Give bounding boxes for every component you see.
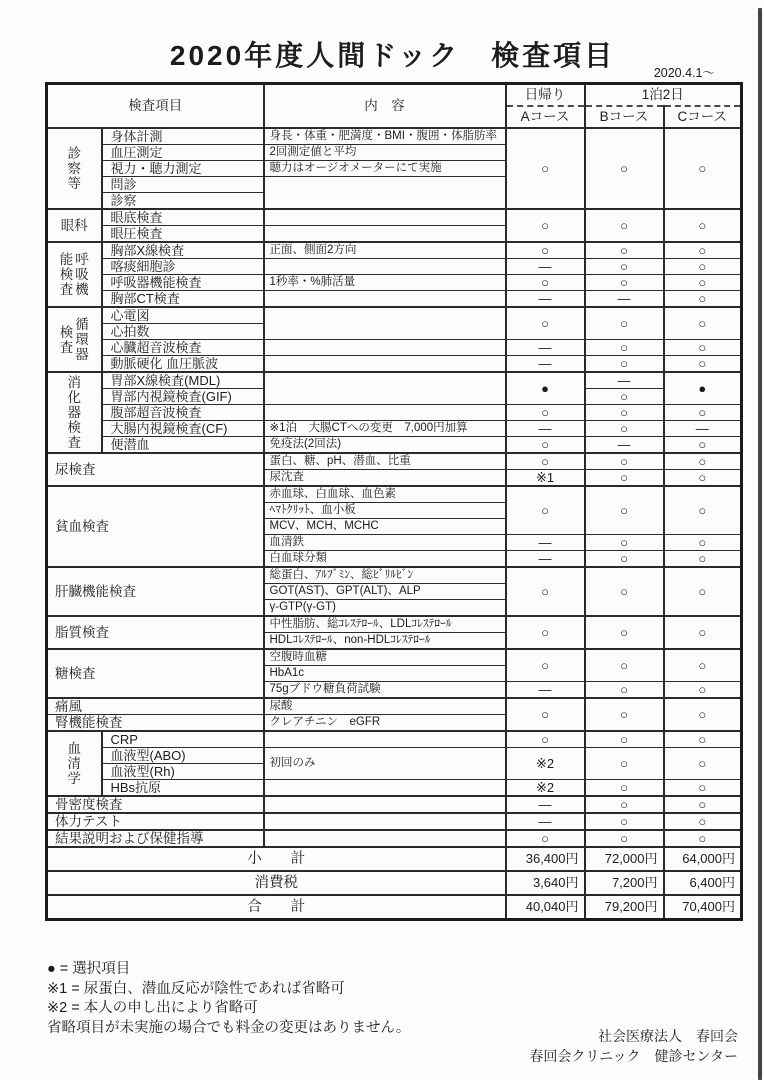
table-row [47, 813, 742, 830]
course-mark-b: ○ [585, 453, 664, 470]
footnote-3: 省略項目が未実施の場合でも料金の変更はありません。 [47, 1019, 411, 1036]
exam-content: HbA1c [264, 666, 506, 682]
exam-content: 身長・体重・肥満度・BMI・腹囲・体脂肪率 [264, 128, 506, 145]
course-mark-a: ○ [506, 209, 585, 242]
exam-item-label: 便潜血 [102, 437, 264, 454]
exam-content: HDLｺﾚｽﾃﾛｰﾙ、non-HDLｺﾚｽﾃﾛｰﾙ [264, 633, 506, 650]
exam-content [264, 796, 506, 813]
exam-item-label: 胃部X線検査(MDL) [102, 372, 264, 389]
course-mark-b: ○ [585, 535, 664, 551]
exam-content: 尿沈査 [264, 470, 506, 487]
table-row [47, 847, 742, 871]
course-mark-c: ○ [664, 453, 742, 470]
course-mark-b: ○ [585, 486, 664, 535]
column-header-course-c: Cコース [664, 106, 742, 128]
course-mark-c: ○ [664, 486, 742, 535]
column-header-exam-item: 検査項目 [47, 84, 264, 129]
table-row [47, 698, 742, 715]
table-row [47, 291, 742, 308]
course-mark-b: ○ [585, 470, 664, 487]
course-mark-b: ○ [585, 813, 664, 830]
course-mark-a: — [506, 551, 585, 568]
table-row [47, 780, 742, 797]
total-amount-a: 40,040円 [506, 895, 585, 920]
exam-item-label: 血液型(Rh) [102, 764, 264, 780]
course-mark-c: ○ [664, 813, 742, 830]
exam-content: MCV、MCH、MCHC [264, 519, 506, 535]
header-row-1 [47, 84, 742, 107]
course-mark-b: ○ [585, 128, 664, 209]
course-mark-b: ○ [585, 275, 664, 291]
exam-content [264, 830, 506, 847]
course-mark-c: ○ [664, 209, 742, 242]
course-mark-a: ○ [506, 453, 585, 470]
course-mark-a: — [506, 340, 585, 356]
exam-content [264, 780, 506, 797]
course-mark-b: ○ [585, 405, 664, 421]
exam-item-label: 動脈硬化 血圧脈波 [102, 356, 264, 373]
group-label: 眼科 [47, 209, 102, 242]
course-mark-b: ○ [585, 567, 664, 616]
exam-content: 赤血球、白血球、血色素 [264, 486, 506, 503]
course-mark-b: ○ [585, 421, 664, 437]
category-label: 痛風 [47, 698, 264, 715]
course-mark-a: ○ [506, 698, 585, 731]
exam-content: 初回のみ [264, 748, 506, 780]
course-mark-c: ○ [664, 128, 742, 209]
course-mark-b: ○ [585, 340, 664, 356]
course-mark-a: ○ [506, 731, 585, 748]
org-clinic-name: 春回会クリニック 健診センター [529, 1048, 738, 1064]
course-mark-a: ○ [506, 830, 585, 847]
exam-content: 空腹時血糖 [264, 649, 506, 666]
course-mark-b: — [585, 291, 664, 308]
course-mark-c: ○ [664, 796, 742, 813]
category-label: 尿検査 [47, 453, 264, 486]
exam-item-label: 胸部CT検査 [102, 291, 264, 308]
course-mark-c: ○ [664, 291, 742, 308]
exam-item-label: 心電図 [102, 307, 264, 324]
column-header-day-trip: 日帰り [506, 84, 585, 107]
exam-item-label: 大腸内視鏡検査(CF) [102, 421, 264, 437]
table-row [47, 259, 742, 275]
course-mark-c: ○ [664, 731, 742, 748]
scan-edge-artifact [758, 8, 762, 1080]
exam-content: 蛋白、糖、pH、潜血、比重 [264, 453, 506, 470]
course-mark-a: ○ [506, 616, 585, 649]
course-mark-c: ○ [664, 551, 742, 568]
column-header-overnight: 1泊2日 [585, 84, 742, 107]
course-mark-c: ○ [664, 259, 742, 275]
course-mark-b: ○ [585, 698, 664, 731]
course-mark-a: — [506, 291, 585, 308]
course-mark-a: ○ [506, 242, 585, 259]
course-mark-b: ○ [585, 259, 664, 275]
course-mark-c: ○ [664, 437, 742, 454]
course-mark-c: ○ [664, 405, 742, 421]
table-row [47, 748, 742, 764]
table-row [47, 372, 742, 389]
exam-content [264, 340, 506, 356]
group-label: 血 清 学 [47, 731, 102, 796]
exam-item-label: 眼圧検査 [102, 226, 264, 243]
course-mark-a: ※2 [506, 748, 585, 780]
total-amount-b: 79,200円 [585, 895, 664, 920]
category-label: 糖検査 [47, 649, 264, 698]
course-mark-b: ○ [585, 830, 664, 847]
course-mark-a: ○ [506, 649, 585, 682]
exam-content [264, 209, 506, 226]
category-label: 腎機能検査 [47, 715, 264, 732]
table-row [47, 731, 742, 748]
course-mark-b: ○ [585, 748, 664, 780]
course-mark-c: ○ [664, 830, 742, 847]
exam-content: 正面、側面2方向 [264, 242, 506, 259]
course-mark-a: — [506, 356, 585, 373]
exam-content: 1秒率・%肺活量 [264, 275, 506, 291]
course-mark-c: ○ [664, 616, 742, 649]
exam-item-label: HBs抗原 [102, 780, 264, 797]
course-mark-a: — [506, 259, 585, 275]
table-row [47, 242, 742, 259]
course-mark-c: ○ [664, 307, 742, 340]
exam-content: 聴力はオージオメーターにて実施 [264, 161, 506, 177]
exam-content: GOT(AST)、GPT(ALT)、ALP [264, 584, 506, 600]
column-header-content: 内 容 [264, 84, 506, 129]
table-row [47, 437, 742, 454]
legend-selected-item: ● = 選択項目 [47, 961, 131, 977]
exam-item-label: 視力・聴力測定 [102, 161, 264, 177]
exam-content: クレアチニン eGFR [264, 715, 506, 732]
exam-item-label: 心拍数 [102, 324, 264, 340]
course-mark-a: ※1 [506, 470, 585, 487]
course-mark-b: ○ [585, 682, 664, 699]
group-label: 呼 吸 機 能 検 査 [47, 242, 102, 307]
course-mark-a: ○ [506, 405, 585, 421]
course-mark-b: ○ [585, 389, 664, 405]
exam-table-body [47, 128, 742, 920]
table-row [47, 567, 742, 584]
course-mark-c: ○ [664, 649, 742, 682]
table-row [47, 830, 742, 847]
course-mark-a: ○ [506, 567, 585, 616]
table-row [47, 307, 742, 324]
exam-item-label: 腹部超音波検査 [102, 405, 264, 421]
footnote-2: ※2 = 本人の申し出により省略可 [47, 1000, 258, 1016]
exam-content [264, 731, 506, 748]
exam-item-label: 喀痰細胞診 [102, 259, 264, 275]
table-row [47, 453, 742, 470]
table-row [47, 405, 742, 421]
exam-item-label: 血液型(ABO) [102, 748, 264, 764]
org-name: 社会医療法人 春回会 [598, 1028, 738, 1044]
category-label: 体力テスト [47, 813, 264, 830]
course-mark-b: ○ [585, 307, 664, 340]
exam-content: 血清鉄 [264, 535, 506, 551]
total-amount-b: 72,000円 [585, 847, 664, 871]
exam-content [264, 177, 506, 210]
course-mark-b: ○ [585, 209, 664, 242]
course-mark-a: — [506, 421, 585, 437]
total-amount-c: 64,000円 [664, 847, 742, 871]
course-mark-a: ○ [506, 437, 585, 454]
course-mark-a: ● [506, 372, 585, 405]
course-mark-b: ○ [585, 731, 664, 748]
course-mark-c: ● [664, 372, 742, 405]
exam-content: 総蛋白、ｱﾙﾌﾞﾐﾝ、総ﾋﾞﾘﾙﾋﾞﾝ [264, 567, 506, 584]
exam-content: 白血球分類 [264, 551, 506, 568]
course-mark-b: ○ [585, 649, 664, 682]
course-mark-a: — [506, 535, 585, 551]
exam-content [264, 405, 506, 421]
table-row [47, 796, 742, 813]
course-mark-a: ○ [506, 486, 585, 535]
course-mark-a: ○ [506, 307, 585, 340]
exam-content: γ-GTP(γ-GT) [264, 600, 506, 617]
exam-item-label: 胸部X線検査 [102, 242, 264, 259]
table-row [47, 616, 742, 633]
exam-item-label: 身体計測 [102, 128, 264, 145]
exam-content [264, 356, 506, 373]
course-mark-c: ○ [664, 340, 742, 356]
course-mark-a: — [506, 682, 585, 699]
course-mark-a: ○ [506, 128, 585, 209]
course-mark-b: ○ [585, 780, 664, 797]
course-mark-b: — [585, 372, 664, 389]
table-row [47, 871, 742, 895]
column-header-course-a: Aコース [506, 106, 585, 128]
page-title: 2020年度人間ドック 検査項目 [169, 40, 616, 71]
category-label: 結果説明および保健指導 [47, 830, 264, 847]
exam-content [264, 291, 506, 308]
total-amount-c: 70,400円 [664, 895, 742, 920]
course-mark-b: ○ [585, 551, 664, 568]
total-label: 消費税 [47, 871, 506, 895]
exam-content: 尿酸 [264, 698, 506, 715]
exam-content: ※1泊 大腸CTへの変更 7,000円加算 [264, 421, 506, 437]
category-label: 骨密度検査 [47, 796, 264, 813]
group-label: 循 環 器 検 査 [47, 307, 102, 372]
course-mark-c: ○ [664, 535, 742, 551]
course-mark-b: ○ [585, 242, 664, 259]
course-mark-c: ○ [664, 682, 742, 699]
exam-content: 2回測定値と平均 [264, 145, 506, 161]
exam-item-label: 胃部内視鏡検査(GIF) [102, 389, 264, 405]
table-row [47, 275, 742, 291]
total-amount-a: 3,640円 [506, 871, 585, 895]
exam-table [45, 82, 743, 921]
table-row [47, 649, 742, 666]
course-mark-a: — [506, 813, 585, 830]
course-mark-a: ○ [506, 275, 585, 291]
category-label: 肝臓機能検査 [47, 567, 264, 616]
exam-item-label: 心臓超音波検査 [102, 340, 264, 356]
course-mark-a: ※2 [506, 780, 585, 797]
total-amount-b: 7,200円 [585, 871, 664, 895]
table-row [47, 340, 742, 356]
exam-item-label: 血圧測定 [102, 145, 264, 161]
course-mark-b: ○ [585, 356, 664, 373]
table-row [47, 421, 742, 437]
course-mark-c: ○ [664, 567, 742, 616]
group-label: 消 化 器 検 査 [47, 372, 102, 453]
exam-item-label: 眼底検査 [102, 209, 264, 226]
category-label: 貧血検査 [47, 486, 264, 567]
organization-block [45, 1026, 738, 1066]
total-label: 小 計 [47, 847, 506, 871]
course-mark-c: ○ [664, 275, 742, 291]
course-mark-c: ○ [664, 242, 742, 259]
course-mark-c: ○ [664, 748, 742, 780]
total-amount-a: 36,400円 [506, 847, 585, 871]
exam-content: 中性脂肪、総ｺﾚｽﾃﾛｰﾙ、LDLｺﾚｽﾃﾛｰﾙ [264, 616, 506, 633]
exam-content [264, 259, 506, 275]
total-amount-c: 6,400円 [664, 871, 742, 895]
effective-date: 2020.4.1～ [653, 66, 715, 80]
exam-content: ﾍﾏﾄｸﾘｯﾄ、血小板 [264, 503, 506, 519]
course-mark-a: — [506, 796, 585, 813]
exam-item-label: CRP [102, 731, 264, 748]
column-header-course-b: Bコース [585, 106, 664, 128]
course-mark-c: ○ [664, 470, 742, 487]
footnote-1: ※1 = 尿蛋白、潜血反応が陰性であれば省略可 [47, 980, 345, 997]
exam-item-label: 問診 [102, 177, 264, 193]
table-row [47, 895, 742, 920]
course-mark-c: ○ [664, 780, 742, 797]
course-mark-b: — [585, 437, 664, 454]
exam-content: 免疫法(2回法) [264, 437, 506, 454]
group-label: 診 察 等 [47, 128, 102, 209]
exam-content [264, 372, 506, 405]
table-row [47, 209, 742, 226]
course-mark-b: ○ [585, 616, 664, 649]
table-row [47, 128, 742, 145]
course-mark-b: ○ [585, 796, 664, 813]
course-mark-c: ○ [664, 698, 742, 731]
course-mark-c: — [664, 421, 742, 437]
exam-content [264, 813, 506, 830]
total-label: 合 計 [47, 895, 506, 920]
exam-item-label: 診察 [102, 193, 264, 210]
exam-item-label: 呼吸器機能検査 [102, 275, 264, 291]
exam-content [264, 307, 506, 340]
course-mark-c: ○ [664, 356, 742, 373]
table-row [47, 486, 742, 503]
exam-content [264, 226, 506, 243]
exam-content: 75gブドウ糖負荷試験 [264, 682, 506, 699]
category-label: 脂質検査 [47, 616, 264, 649]
table-row [47, 356, 742, 373]
